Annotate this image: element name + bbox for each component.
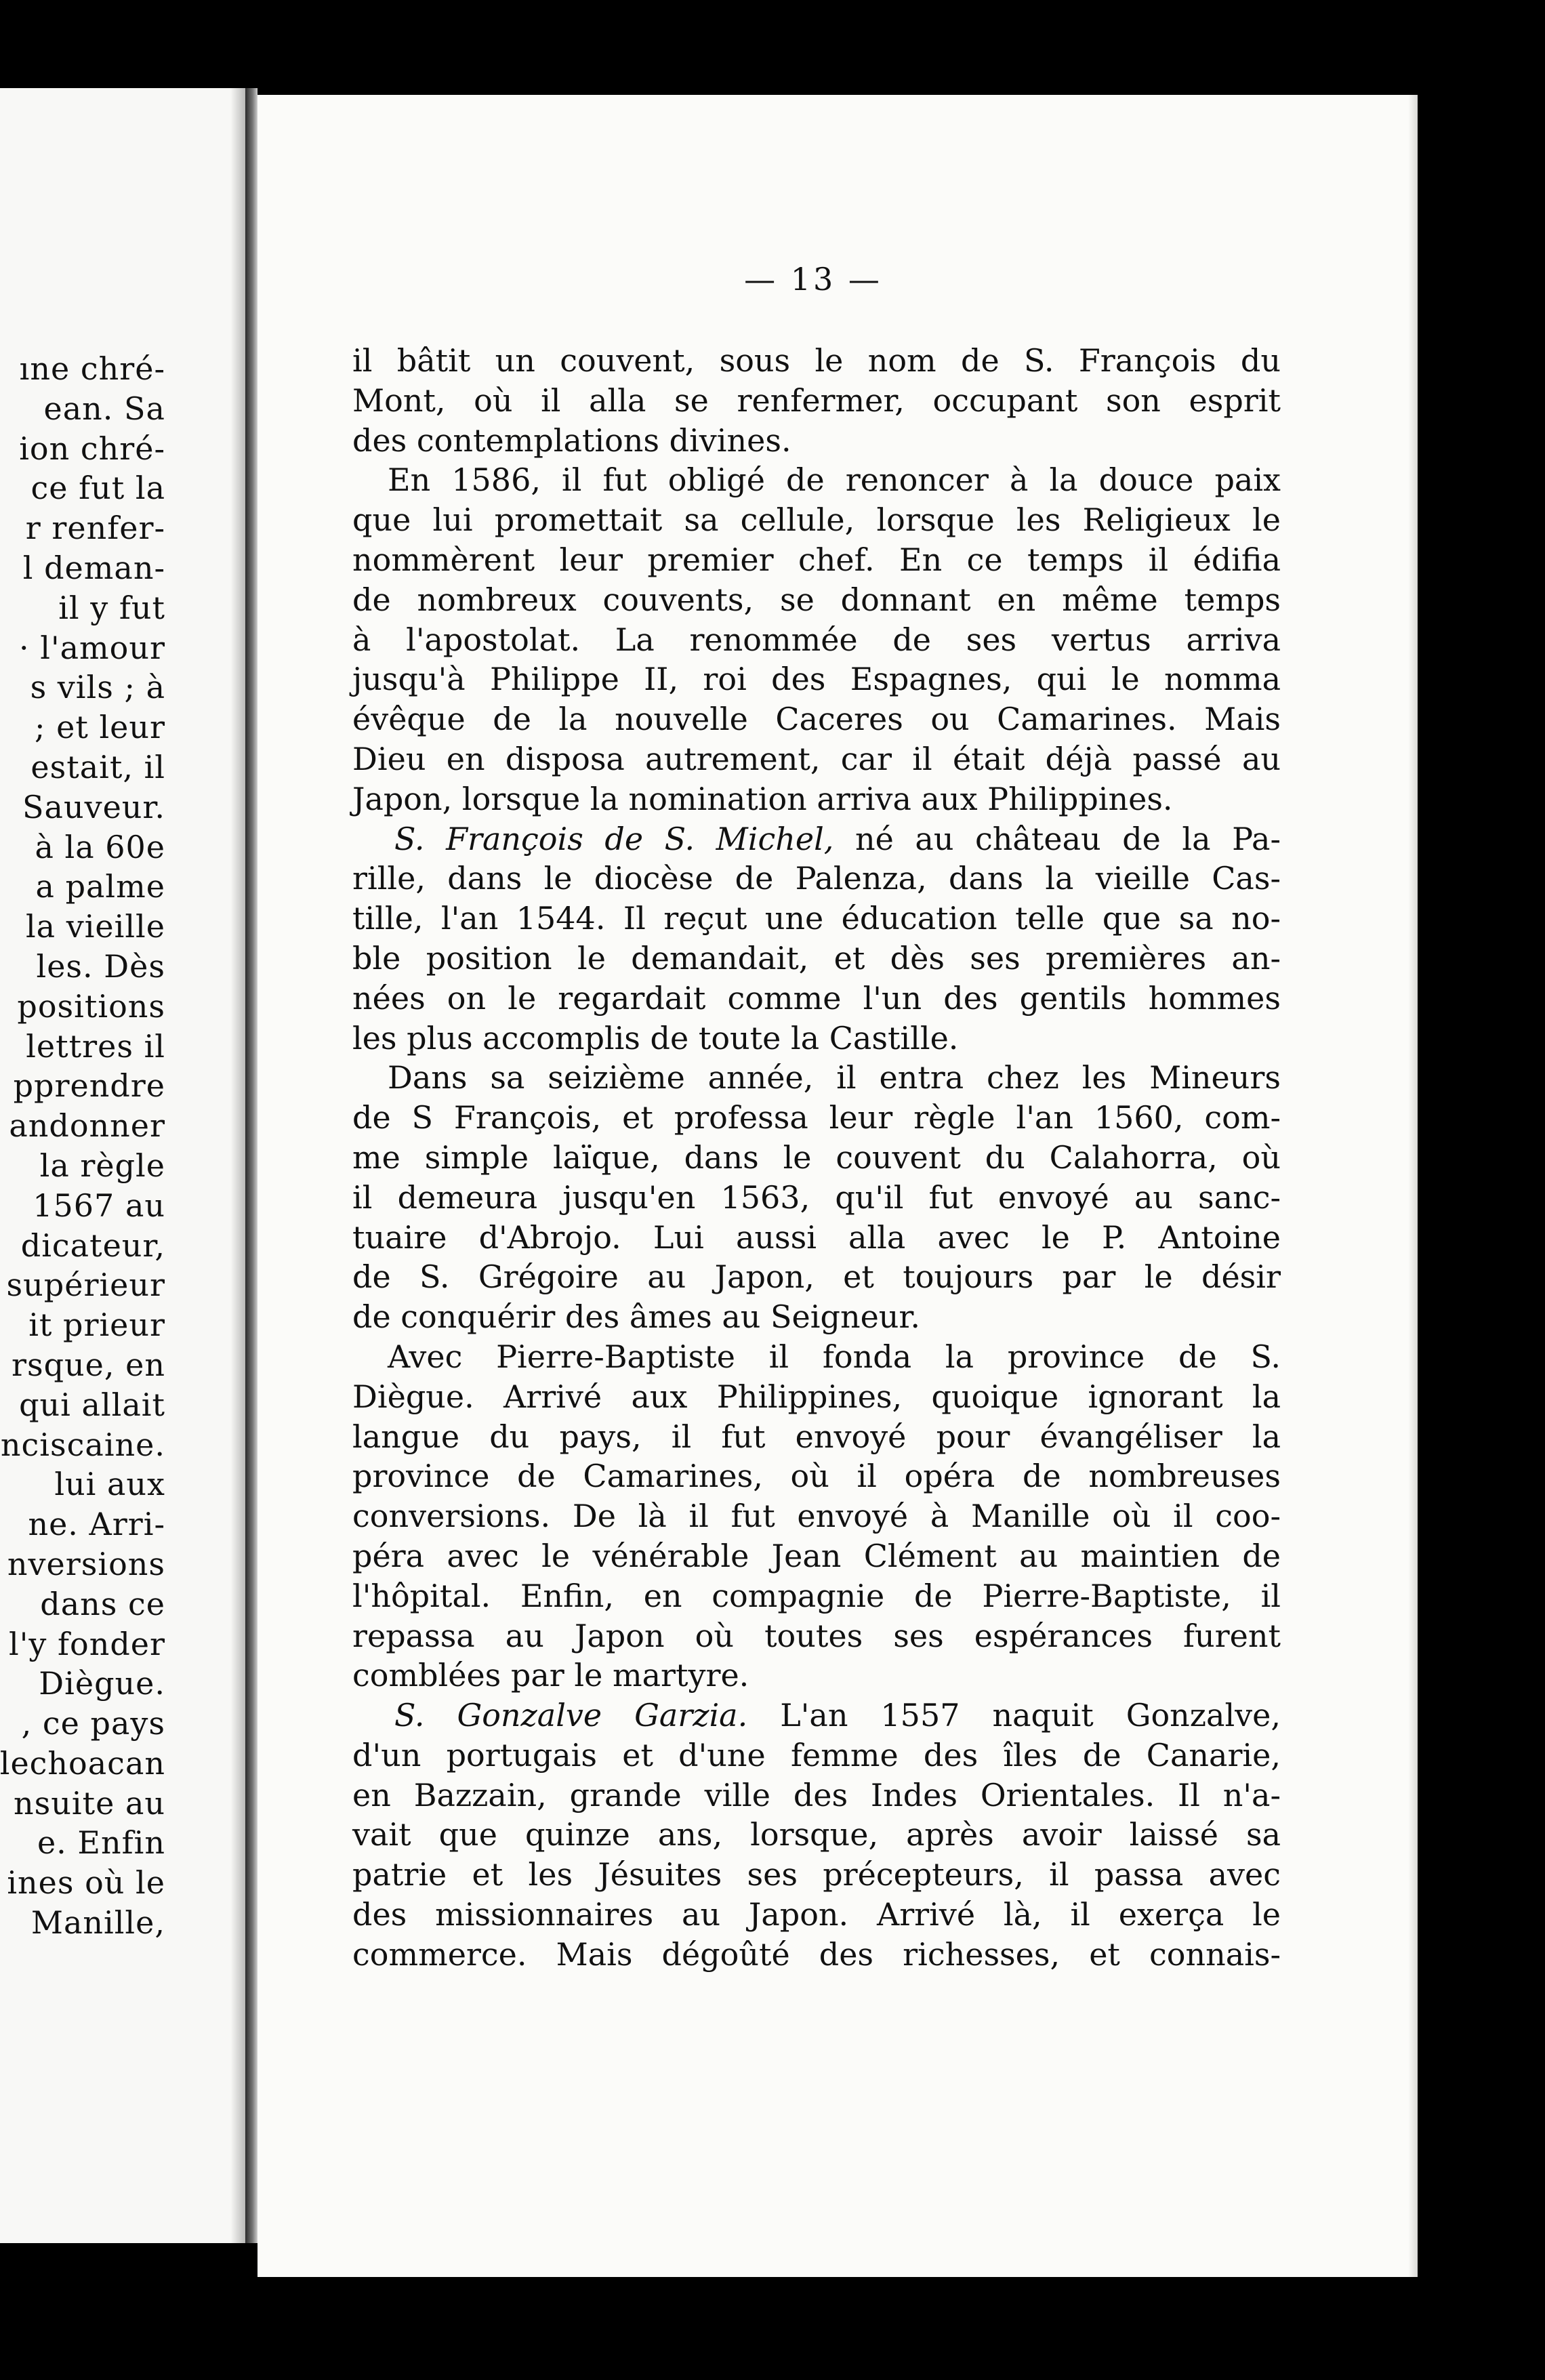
left-page-text (0, 349, 165, 1943)
line-text: péra avec le vénérable Jean Clément au maintien de (352, 1537, 1281, 1574)
left-text-line: a palme (35, 868, 165, 905)
left-text-line: it prieur (28, 1307, 165, 1344)
page-edge (1408, 95, 1418, 2277)
text-line (352, 1297, 1281, 1337)
left-text-line: 1567 au (33, 1187, 165, 1224)
line-text: évêque de la nouvelle Caceres ou Camarines. Mais (352, 701, 1281, 738)
text-line (352, 1218, 1281, 1258)
text-line (352, 580, 1281, 620)
text-line (352, 659, 1281, 699)
left-text-line: · l'amour (19, 629, 165, 666)
text-line (352, 859, 1281, 899)
page-number: — 13 — (744, 261, 882, 298)
left-text-line: pprendre (13, 1067, 165, 1105)
left-text-line: ion chré- (19, 430, 165, 467)
line-text: des missionnaires au Japon. Arrivé là, il exerça le (352, 1896, 1281, 1933)
left-text-line: ; et leur (35, 709, 165, 746)
left-text-line: les. Dès (36, 947, 165, 985)
text-line (352, 1696, 1281, 1736)
line-text: de nombreux couvents, se donnant en même temps (352, 581, 1281, 618)
text-line (352, 341, 1281, 381)
left-text-line: r renfer- (25, 510, 165, 547)
line-text: me simple laïque, dans le couvent du Calahorra, où (352, 1138, 1281, 1176)
line-text: né au château de la Pa- (833, 820, 1281, 857)
line-text: patrie et les Jésuites ses précepteurs, il passa avec (352, 1856, 1281, 1893)
italic-heading: S. François de S. Michel, (394, 820, 834, 857)
text-line (352, 699, 1281, 739)
line-text: les plus accomplis de toute la Castille. (352, 1019, 959, 1056)
text-line (352, 739, 1281, 779)
text-line (352, 1098, 1281, 1138)
line-text: Diègue. Arrivé aux Philippines, quoique ignorant la (352, 1378, 1281, 1415)
line-text: de conquérir des âmes au Seigneur. (352, 1298, 920, 1336)
italic-heading: S. Gonzalve Garzia. (394, 1697, 748, 1734)
line-text: Dans sa seizième année, il entra chez les Mineurs (388, 1059, 1281, 1096)
left-text-line: dicateur, (20, 1227, 165, 1264)
line-text: il bâtit un couvent, sous le nom de S. François du (352, 342, 1281, 379)
line-text: d'un portugais et d'une femme des îles de Canarie, (352, 1736, 1281, 1773)
left-text-line: il y fut (58, 589, 165, 626)
text-line (352, 1456, 1281, 1496)
text-line (352, 1935, 1281, 1975)
line-text: à l'apostolat. La renommée de ses vertus arriva (352, 621, 1281, 658)
left-page-fragment (0, 88, 245, 2243)
left-text-line: e. Enfin (37, 1824, 165, 1862)
text-line (352, 1776, 1281, 1815)
text-line (352, 1257, 1281, 1297)
line-text: commerce. Mais dégoûté des richesses, et connais- (352, 1935, 1281, 1973)
line-text: jusqu'à Philippe II, roi des Espagnes, qui le nomma (352, 661, 1281, 698)
left-text-line: dans ce (40, 1585, 165, 1622)
left-text-line: lui aux (54, 1466, 165, 1503)
text-line (352, 421, 1281, 461)
left-text-line: ıne chré- (19, 350, 165, 387)
text-line (352, 939, 1281, 979)
left-text-line: à la 60e (35, 828, 165, 865)
line-text: repassa au Japon où toutes ses espérances furent (352, 1617, 1281, 1654)
line-text: nées on le regardait comme l'un des gentils hommes (352, 979, 1281, 1017)
text-line (352, 1138, 1281, 1178)
left-text-line: ean. Sa (43, 390, 165, 427)
text-line (352, 1178, 1281, 1218)
line-text: province de Camarines, où il opéra de nombreuses (352, 1458, 1281, 1495)
left-text-line: la vieille (25, 908, 165, 945)
line-text: de S. Grégoire au Japon, et toujours par le désir (352, 1258, 1281, 1296)
line-text: tille, l'an 1544. Il reçut une éducation telle que sa no- (352, 900, 1281, 937)
book-gutter (245, 88, 258, 2243)
text-line (352, 1496, 1281, 1536)
line-text: rille, dans le diocèse de Palenza, dans la vieille Cas- (352, 860, 1281, 897)
left-text-line: s vils ; à (30, 669, 165, 706)
line-text: vait que quinze ans, lorsque, après avoir laissé sa (352, 1816, 1281, 1853)
left-text-line: Diègue. (39, 1665, 165, 1702)
left-text-line: andonner (9, 1107, 165, 1145)
line-text: que lui promettait sa cellule, lorsque les Religieux le (352, 501, 1281, 539)
left-text-line: qui allait (19, 1386, 165, 1423)
text-line (352, 899, 1281, 939)
left-text-line: l'y fonder (9, 1625, 165, 1662)
line-text: il demeura jusqu'en 1563, qu'il fut envoyé au sanc- (352, 1178, 1281, 1216)
text-line (352, 540, 1281, 580)
text-line (352, 1337, 1281, 1377)
left-text-line: positions (17, 987, 165, 1025)
line-text: l'hôpital. Enfin, en compagnie de Pierre-Baptiste, il (352, 1577, 1281, 1614)
line-text: des contemplations divines. (352, 422, 791, 459)
text-line (352, 1815, 1281, 1855)
text-line (352, 500, 1281, 540)
line-text: en Bazzain, grande ville des Indes Orientales. Il n'a- (352, 1776, 1281, 1813)
line-text: de S François, et professa leur règle l'an 1560, com- (352, 1099, 1281, 1136)
text-line (352, 620, 1281, 660)
line-text: langue du pays, il fut envoyé pour évangéliser la (352, 1418, 1281, 1455)
text-line (352, 1736, 1281, 1776)
left-text-line: nversions (7, 1545, 165, 1582)
line-text: En 1586, il fut obligé de renoncer à la douce paix (388, 461, 1281, 499)
text-line (352, 1855, 1281, 1895)
text-line (352, 1019, 1281, 1059)
left-text-line: ines où le (7, 1864, 165, 1902)
left-text-line: ce fut la (30, 470, 165, 507)
text-line (352, 1377, 1281, 1417)
left-text-line: nsuite au (14, 1784, 165, 1822)
text-line (352, 1576, 1281, 1616)
text-line (352, 1058, 1281, 1098)
line-text: Dieu en disposa autrement, car il était déjà passé au (352, 740, 1281, 777)
line-text: Avec Pierre-Baptiste il fonda la province de S. (388, 1338, 1281, 1375)
line-text: tuaire d'Abrojo. Lui aussi alla avec le P. Antoine (352, 1218, 1281, 1256)
left-text-line: supérieur (6, 1267, 165, 1304)
text-line (352, 1895, 1281, 1935)
text-line (352, 979, 1281, 1019)
left-text-line: lechoacan (0, 1744, 165, 1782)
text-line (352, 1417, 1281, 1457)
line-text: ble position le demandait, et dès ses premières an- (352, 939, 1281, 977)
left-text-line: nciscaine. (0, 1426, 165, 1463)
line-text: Mont, où il alla se renfermer, occupant son esprit (352, 382, 1281, 419)
spine-shadow (230, 88, 245, 2243)
left-text-line: ne. Arri- (28, 1506, 165, 1543)
line-text: conversions. De là il fut envoyé à Manille où il coo- (352, 1498, 1281, 1535)
left-text-line: Sauveur. (22, 788, 165, 825)
text-line (352, 1536, 1281, 1576)
left-text-line: rsque, en (12, 1346, 165, 1383)
left-text-line: lettres il (26, 1027, 165, 1065)
left-text-line: l deman- (22, 549, 165, 586)
text-line (352, 779, 1281, 819)
right-page (258, 95, 1418, 2277)
line-text: nommèrent leur premier chef. En ce temps il édifia (352, 541, 1281, 578)
line-text: L'an 1557 naquit Gonzalve, (747, 1697, 1281, 1734)
text-line (352, 381, 1281, 421)
text-line (352, 1656, 1281, 1696)
left-text-line: estait, il (30, 748, 165, 785)
body-text (352, 341, 1281, 1975)
left-text-line: la règle (39, 1147, 165, 1184)
text-line (352, 460, 1281, 500)
text-line (352, 819, 1281, 859)
line-text: Japon, lorsque la nomination arriva aux Philippines. (352, 780, 1173, 817)
text-line (352, 1616, 1281, 1656)
line-text: comblées par le martyre. (352, 1657, 749, 1694)
left-text-line: , ce pays (21, 1705, 165, 1742)
left-text-line: Manille, (30, 1904, 165, 1942)
